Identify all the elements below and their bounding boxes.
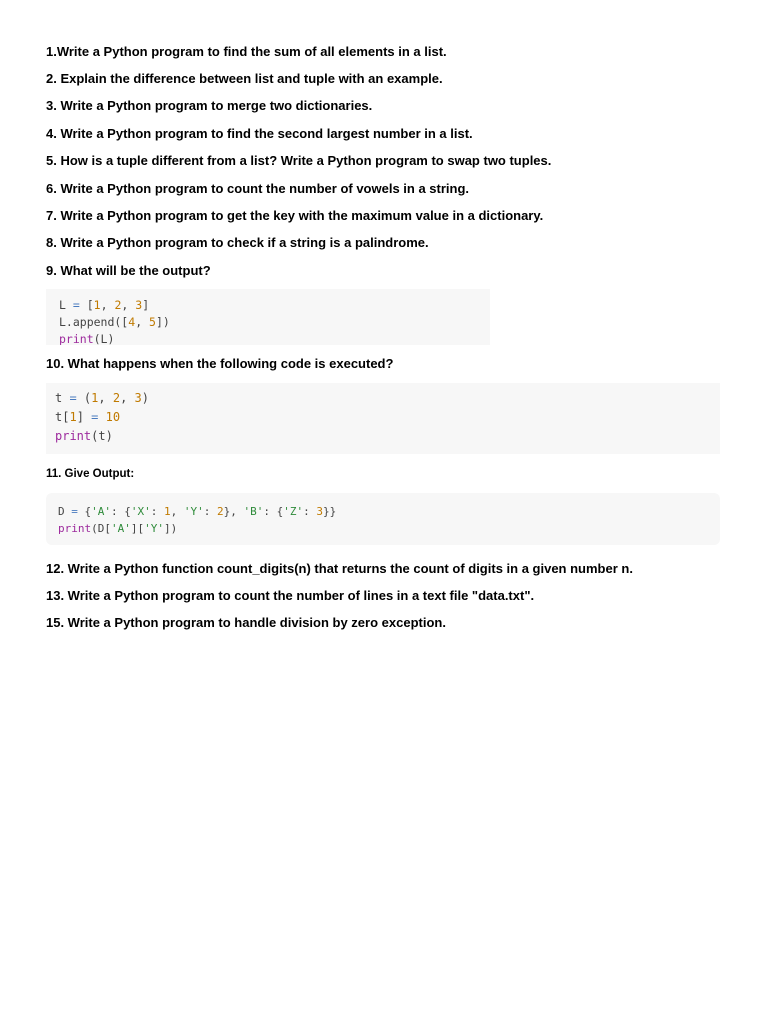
question-7: 7. Write a Python program to get the key with the maximum value in a dictionary. <box>46 208 544 223</box>
code-line: t[1] = 10 <box>55 410 121 424</box>
question-15: 15. Write a Python program to handle division by zero exception. <box>46 615 446 630</box>
question-5: 5. How is a tuple different from a list? Write a Python program to swap two tuples. <box>46 153 552 168</box>
code-line: print(L) <box>59 332 115 345</box>
question-2: 2. Explain the difference between list and tuple with an example. <box>46 71 443 86</box>
question-13: 13. Write a Python program to count the number of lines in a text file "data.txt". <box>46 588 535 603</box>
question-3: 3. Write a Python program to merge two dictionaries. <box>46 98 373 113</box>
code-line: print(D['A']['Y']) <box>58 522 178 535</box>
question-12: 12. Write a Python function count_digits(n) that returns the count of digits in a given number n. <box>46 561 633 576</box>
question-6: 6. Write a Python program to count the number of vowels in a string. <box>46 181 470 196</box>
question-9: 9. What will be the output? <box>46 263 211 278</box>
code-block-11 <box>46 493 720 545</box>
code-line: L.append([4, 5]) <box>59 315 170 329</box>
question-1: 1.Write a Python program to find the sum of all elements in a list. <box>46 44 447 59</box>
question-11: 11. Give Output: <box>46 468 135 480</box>
code-line: print(t) <box>55 429 113 443</box>
question-8: 8. Write a Python program to check if a string is a palindrome. <box>46 235 429 250</box>
code-line: D = {'A': {'X': 1, 'Y': 2}, 'B': {'Z': 3}} <box>58 505 337 518</box>
code-line: t = (1, 2, 3) <box>55 391 149 405</box>
question-10: 10. What happens when the following code is executed? <box>46 356 394 371</box>
code-block-9 <box>46 289 490 345</box>
question-4: 4. Write a Python program to find the second largest number in a list. <box>46 126 473 141</box>
code-line: L = [1, 2, 3] <box>59 298 150 312</box>
code-block-10 <box>46 383 720 454</box>
